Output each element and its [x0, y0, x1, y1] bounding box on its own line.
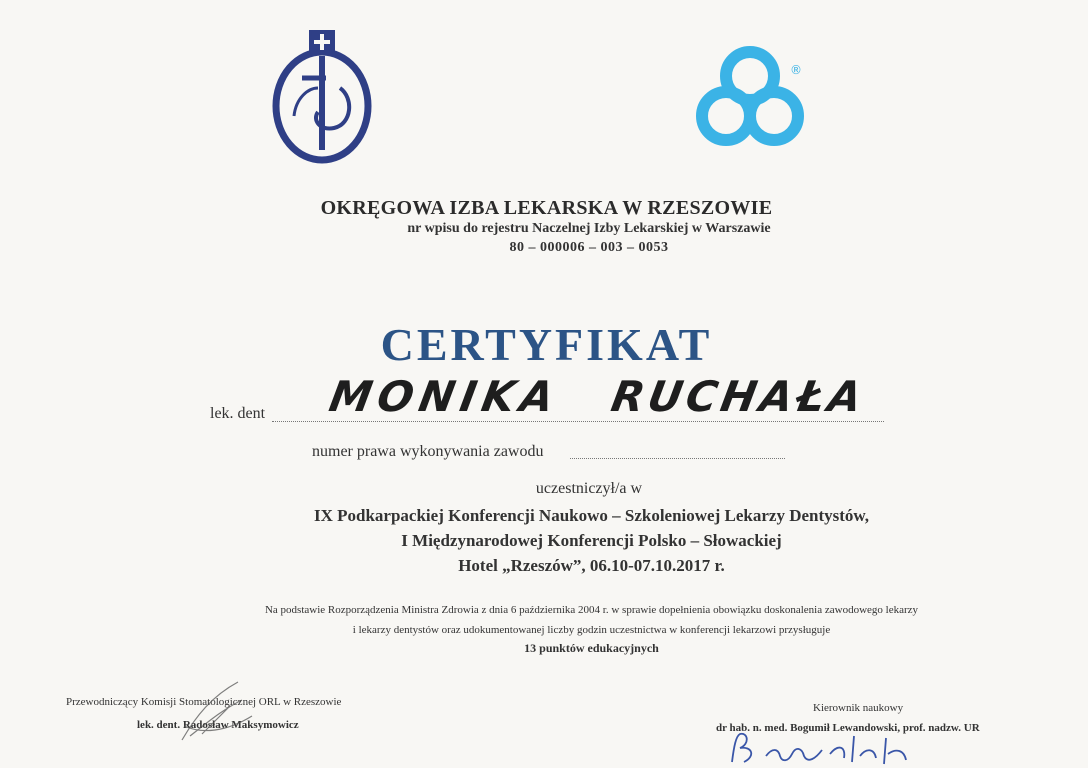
license-number-label: numer prawa wykonywania zawodu — [312, 443, 544, 460]
legal-text-line-2: i lekarzy dentystów oraz udokumentowanej liczby godzin uczestnictwa w konferencji lekarzowi przysługuje — [352, 624, 831, 636]
legal-text-line-1: Na podstawie Rozporządzenia Ministra Zdrowia z dnia 6 października 2004 r. w sprawie dopełnienia obowiązku doskonalenia zawodowego lekarzy — [264, 604, 919, 616]
recipient-name-line — [272, 421, 884, 422]
conference-line-2: I Międzynarodowej Konferencji Polsko – Słowackiej — [401, 531, 782, 550]
registry-number: 80 – 000006 – 003 – 0053 — [509, 240, 669, 255]
certificate-title: CERTYFIKAT — [380, 319, 713, 370]
chair-role: Przewodniczący Komisji Stomatologicznej ORL w Rzeszowie — [66, 696, 342, 708]
conference-line-1: IX Podkarpackiej Konferencji Naukowo – Szkoleniowej Lekarzy Dentystów, — [314, 506, 869, 525]
scientific-head-name: dr hab. n. med. Bogumił Lewandowski, prof. nadzw. UR — [716, 722, 980, 734]
recipient-first-name: MONIKA — [325, 372, 564, 421]
chair-name: lek. dent. Radosław Maksymowicz — [137, 719, 299, 731]
license-number-line — [570, 458, 785, 459]
participated-text: uczestniczył/a w — [535, 480, 643, 497]
medical-chamber-emblem-icon — [268, 28, 376, 164]
registered-mark: ® — [790, 63, 802, 77]
chair-signature — [172, 676, 262, 750]
conference-venue-date: Hotel „Rzeszów”, 06.10-07.10.2017 r. — [458, 556, 725, 575]
trefoil-knot-logo-icon — [690, 40, 810, 152]
recipient-last-name: RUCHAŁA — [607, 372, 870, 421]
education-points: 13 punktów edukacyjnych — [524, 641, 659, 655]
scientific-head-role: Kierownik naukowy — [813, 702, 904, 714]
org-name: OKRĘGOWA IZBA LEKARSKA W RZESZOWIE — [320, 197, 773, 219]
registry-line: nr wpisu do rejestru Naczelnej Izby Lekarskiej w Warszawie — [407, 221, 771, 236]
scientific-head-signature — [726, 726, 946, 768]
recipient-title-label: lek. dent — [210, 405, 266, 422]
